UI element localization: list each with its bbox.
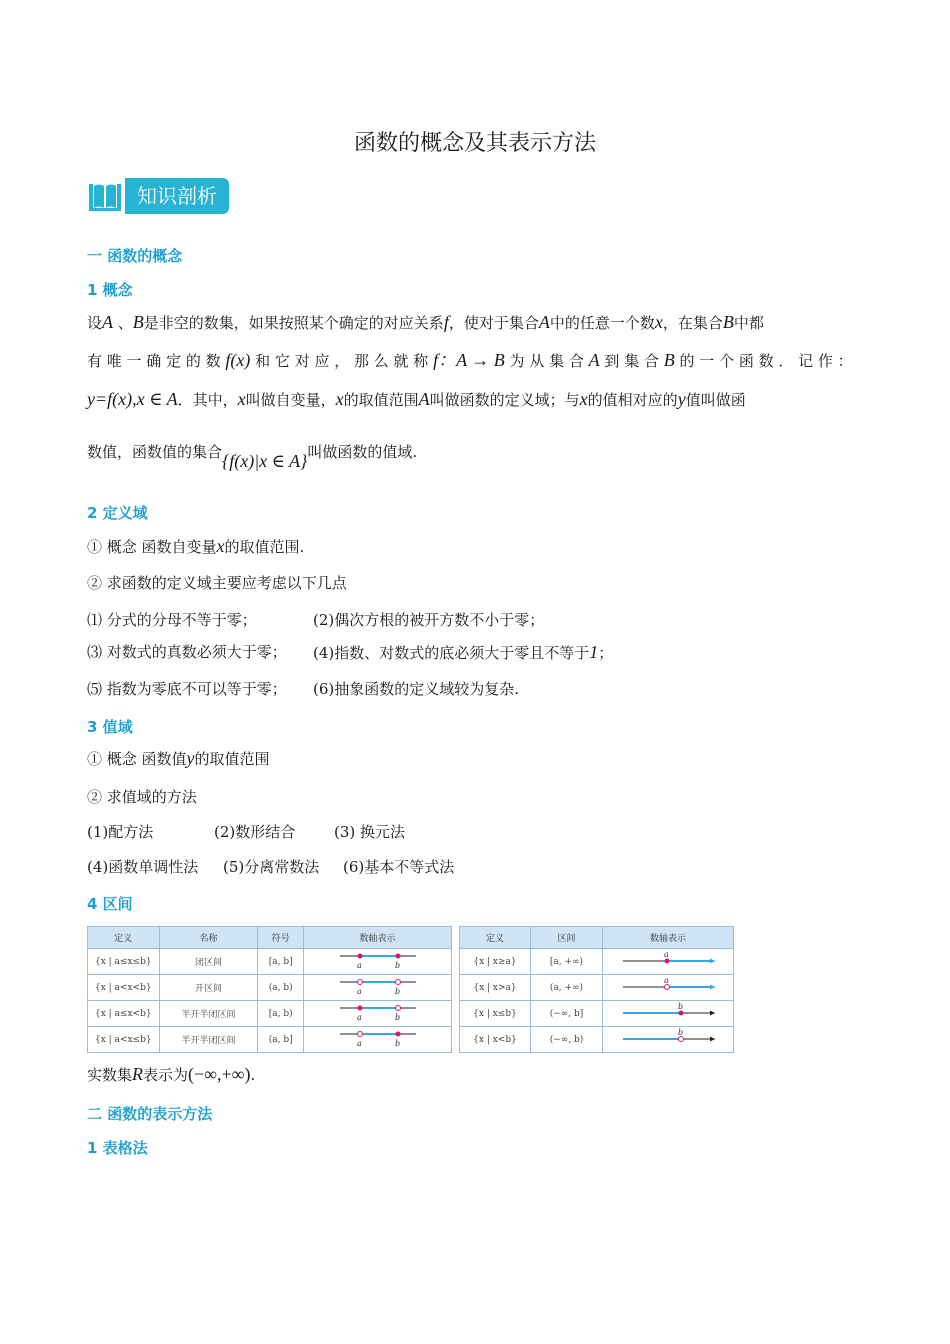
table-header: 数轴表示 bbox=[303, 927, 451, 949]
table-row bbox=[460, 949, 734, 975]
range-method-5: (5)分离常数法 bbox=[223, 858, 320, 876]
axis-label-b: b bbox=[394, 961, 401, 970]
subheading-domain: 2 定义域 bbox=[87, 504, 148, 522]
range-method-3: (3) 换元法 bbox=[334, 823, 406, 841]
domain-rule-6: (6)抽象函数的定义域较为复杂. bbox=[313, 680, 520, 698]
axis-label-b: b bbox=[677, 1002, 684, 1011]
number-line-cell bbox=[602, 1001, 733, 1027]
axis-label-a: a bbox=[356, 987, 362, 996]
axis-label-a: a bbox=[663, 950, 669, 959]
real-set-notation: 实数集R表示为(−∞,+∞). bbox=[87, 1064, 256, 1084]
domain-rule-3: ⑶ 对数式的真数必须大于零； bbox=[87, 643, 287, 661]
subheading-concept: 1 概念 bbox=[87, 281, 133, 299]
table-cell: {x | a≤x<b} bbox=[88, 1001, 160, 1027]
range-method-4: (4)函数单调性法 bbox=[87, 858, 199, 876]
domain-rule-1: ⑴ 分式的分母不等于零； bbox=[87, 611, 257, 629]
section-heading-representation: 二 函数的表示方法 bbox=[87, 1105, 213, 1123]
table-header: 区间 bbox=[531, 927, 603, 949]
table-header: 符号 bbox=[258, 927, 304, 949]
axis-label-b: b bbox=[394, 1039, 401, 1048]
table-cell: 半开半闭区间 bbox=[159, 1027, 258, 1053]
table-cell: (a, b) bbox=[258, 975, 304, 1001]
domain-concept: ① 概念 函数自变量x的取值范围. bbox=[87, 536, 305, 556]
axis-label-b: b bbox=[394, 1013, 401, 1022]
axis-label-a: a bbox=[356, 961, 362, 970]
number-line-cell bbox=[602, 975, 733, 1001]
table-cell: [a, b] bbox=[258, 949, 304, 975]
number-line bbox=[603, 1001, 733, 1023]
table-cell: (−∞, b] bbox=[531, 1001, 603, 1027]
table-cell: (a, +∞) bbox=[531, 975, 603, 1001]
table-cell: 闭区间 bbox=[159, 949, 258, 975]
table-cell: (−∞, b) bbox=[531, 1027, 603, 1053]
table-row bbox=[88, 975, 452, 1001]
number-line-cell bbox=[303, 949, 451, 975]
range-methods-intro: ② 求值域的方法 bbox=[87, 788, 197, 806]
domain-rule-5: ⑸ 指数为零底不可以等于零； bbox=[87, 680, 287, 698]
table-row bbox=[88, 1001, 452, 1027]
table-row bbox=[88, 949, 452, 975]
number-line-cell bbox=[602, 949, 733, 975]
badge-label: 知识剖析 bbox=[125, 178, 229, 214]
table-row bbox=[460, 1001, 734, 1027]
paragraph-line-3: y=f(x),x ∈ A．其中，x叫做自变量，x的取值范围A叫做函数的定义域；与x的值相对应的y值叫做函 bbox=[87, 389, 746, 409]
number-line bbox=[304, 1027, 451, 1049]
table-row bbox=[460, 975, 734, 1001]
table-cell: (a, b] bbox=[258, 1027, 304, 1053]
paragraph-line-4: 数值，函数值的集合{f(x)|x ∈ A}叫做函数的值域. bbox=[87, 443, 418, 471]
page-title: 函数的概念及其表示方法 bbox=[353, 131, 596, 156]
subheading-range: 3 值域 bbox=[87, 718, 133, 736]
number-line bbox=[304, 1001, 451, 1023]
domain-points-intro: ② 求函数的定义域主要应考虑以下几点 bbox=[87, 574, 347, 592]
subheading-interval: 4 区间 bbox=[87, 895, 133, 913]
interval-table-infinite bbox=[459, 926, 734, 1053]
table-cell: {x | x≥a} bbox=[460, 949, 531, 975]
table-cell: 开区间 bbox=[159, 975, 258, 1001]
axis-label-a: a bbox=[356, 1039, 362, 1048]
table-cell: [a, +∞) bbox=[531, 949, 603, 975]
table-cell: {x | a≤x≤b} bbox=[88, 949, 160, 975]
table-cell: {x | x≤b} bbox=[460, 1001, 531, 1027]
table-cell: 半开半闭区间 bbox=[159, 1001, 258, 1027]
subheading-table-method: 1 表格法 bbox=[87, 1139, 148, 1157]
table-header: 定义 bbox=[88, 927, 160, 949]
number-line bbox=[603, 975, 733, 997]
axis-label-b: b bbox=[394, 987, 401, 996]
axis-label-b: b bbox=[677, 1028, 684, 1037]
number-line-cell bbox=[303, 1001, 451, 1027]
table-cell: [a, b) bbox=[258, 1001, 304, 1027]
range-concept: ① 概念 函数值y的取值范围 bbox=[87, 748, 270, 768]
number-line bbox=[603, 949, 733, 971]
book-icon bbox=[87, 178, 123, 214]
domain-rule-2: (2)偶次方根的被开方数不小于零； bbox=[313, 611, 545, 629]
range-method-1: (1)配方法 bbox=[87, 823, 154, 841]
interval-table-finite bbox=[87, 926, 452, 1053]
section-badge bbox=[87, 178, 229, 214]
number-line-cell bbox=[303, 1027, 451, 1053]
table-cell: {x | x<b} bbox=[460, 1027, 531, 1053]
number-line bbox=[304, 975, 451, 997]
axis-label-a: a bbox=[663, 976, 669, 985]
range-method-6: (6)基本不等式法 bbox=[343, 858, 455, 876]
domain-rule-4: (4)指数、对数式的底必须大于零且不等于1； bbox=[313, 642, 614, 662]
table-cell: {x | a<x<b} bbox=[88, 975, 160, 1001]
table-row bbox=[460, 1027, 734, 1053]
range-method-2: (2)数形结合 bbox=[214, 823, 296, 841]
number-line bbox=[603, 1027, 733, 1049]
section-heading-function-concept: 一 函数的概念 bbox=[87, 247, 183, 265]
paragraph-line-2: 有 唯 一 确 定 的 数 f(x) 和 它 对 应 ， 那 么 就 称 f：A → B 为 从 集 合 A 到 集 合 B 的 一 个 函 数 ． 记 作 ： bbox=[87, 350, 853, 370]
number-line-cell bbox=[602, 1027, 733, 1053]
paragraph-line-1: 设A 、B是非空的数集，如果按照某个确定的对应关系f，使对于集合A中的任意一个数x，在集合B中都 bbox=[87, 312, 764, 332]
table-row bbox=[88, 1027, 452, 1053]
table-header: 数轴表示 bbox=[602, 927, 733, 949]
number-line-cell bbox=[303, 975, 451, 1001]
table-cell: {x | x>a} bbox=[460, 975, 531, 1001]
table-header: 定义 bbox=[460, 927, 531, 949]
number-line bbox=[304, 949, 451, 971]
table-header: 名称 bbox=[159, 927, 258, 949]
table-cell: {x | a<x≤b} bbox=[88, 1027, 160, 1053]
axis-label-a: a bbox=[356, 1013, 362, 1022]
